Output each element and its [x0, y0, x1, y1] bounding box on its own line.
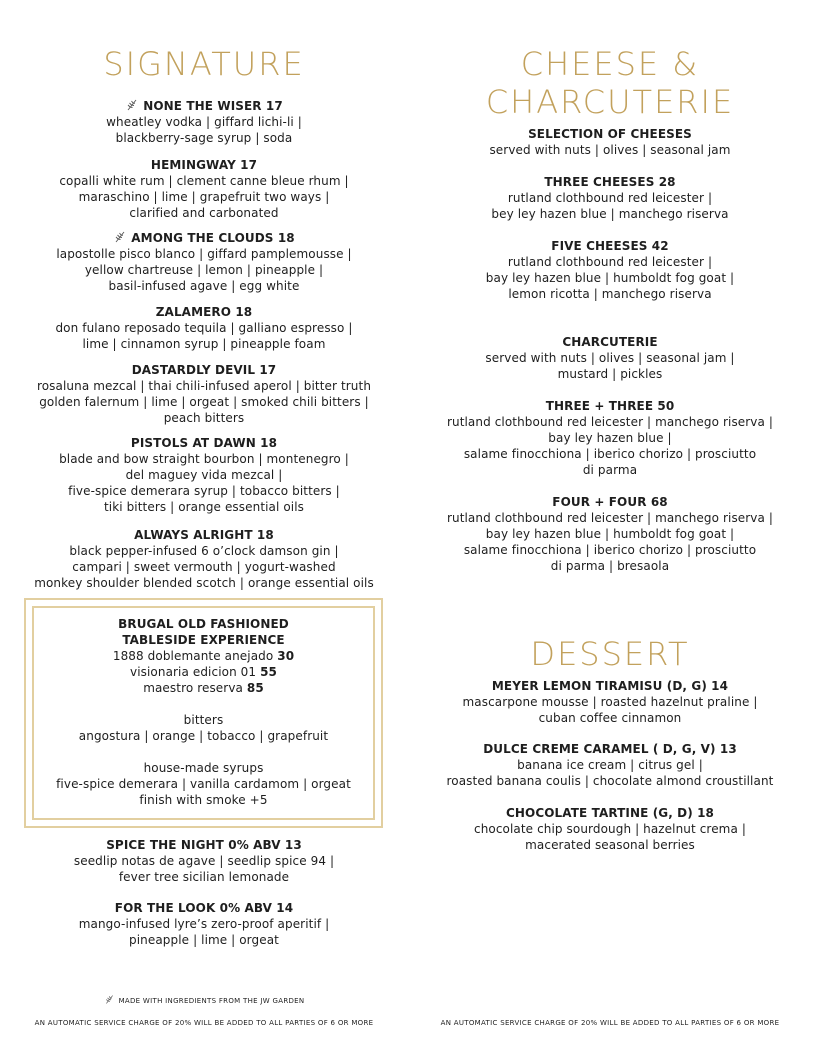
menu-item	[430, 805, 790, 853]
menu-item	[14, 837, 394, 885]
menu-item	[14, 362, 394, 426]
dessert-title: DESSERT	[530, 635, 690, 673]
menu-item	[14, 435, 394, 515]
service-charge-note-left: AN AUTOMATIC SERVICE CHARGE OF 20% WILL BE ADDED TO ALL PARTIES OF 6 OR MORE	[34, 1019, 374, 1027]
item-name: DASTARDLY DEVIL 17	[131, 363, 277, 377]
service-charge-note-right: AN AUTOMATIC SERVICE CHARGE OF 20% WILL BE ADDED TO ALL PARTIES OF 6 OR MORE	[440, 1019, 780, 1027]
item-name: PISTOLS AT DAWN 18	[130, 436, 278, 450]
item-description: black pepper-infused 6 o’clock damson gin | campari | sweet vermouth | yogurt-washed monkey shoulder blended scotch | orange essential oils	[34, 544, 374, 590]
item-description: blade and bow straight bourbon | montenegro | del maguey vida mezcal | five-spice demerara syrup | tobacco bitters | tiki bitters | orange essential oils	[59, 452, 349, 514]
smoke-option: finish with smoke +5	[139, 793, 268, 807]
price: 85	[246, 681, 264, 695]
item-name: ZALAMERO 18	[155, 305, 253, 319]
item-description: don fulano reposado tequila | galliano espresso | lime | cinnamon syrup | pineapple foam	[55, 321, 353, 351]
item-description: rutland clothbound red leicester | manchego riserva | bay ley hazen blue | humboldt fog goat | salame finocchiona | iberico chorizo | prosciutto di parma | bresaola	[446, 511, 774, 573]
cheese-title-line2: CHARCUTERIE	[485, 83, 735, 121]
menu-item	[430, 126, 790, 158]
item-name: THREE CHEESES 28	[544, 175, 676, 189]
menu-item	[430, 678, 790, 726]
menu-item	[430, 494, 790, 574]
bitters-list: angostura | orange | tobacco | grapefruit	[78, 729, 329, 743]
item-description: served with nuts | olives | seasonal jam	[489, 143, 731, 157]
leaf-icon	[104, 994, 115, 1005]
item-name: CHARCUTERIE	[562, 335, 658, 349]
item-name: MEYER LEMON TIRAMISU (D, G) 14	[491, 679, 729, 693]
item-description: copalli white rum | clement canne bleue rhum | maraschino | lime | grapefruit two ways | clarified and carbonated	[59, 174, 349, 220]
item-description: rutland clothbound red leicester | bey ley hazen blue | manchego riserva	[491, 191, 729, 221]
item-description: wheatley vodka | giffard lichi-li | blackberry-sage syrup | soda	[106, 115, 302, 145]
menu-item	[430, 398, 790, 478]
item-description: rutland clothbound red leicester | manchego riserva | bay ley hazen blue | salame finocchiona | iberico chorizo | prosciutto di parma	[446, 415, 774, 477]
menu-item	[14, 304, 394, 352]
garden-note: MADE WITH INGREDIENTS FROM THE JW GARDEN	[14, 994, 394, 1006]
brugal-feature-box	[24, 598, 383, 828]
price: 55	[260, 665, 277, 679]
item-name: AMONG THE CLOUDS 18	[14, 230, 394, 246]
leaf-icon	[125, 98, 139, 112]
brugal-subtitle: TABLESIDE EXPERIENCE	[122, 633, 285, 647]
item-description: chocolate chip sourdough | hazelnut crema | macerated seasonal berries	[474, 822, 746, 852]
item-description: rosaluna mezcal | thai chili-infused aperol | bitter truth golden falernum | lime | orgeat | smoked chili bitters | peach bitters	[36, 379, 372, 425]
menu-item	[14, 527, 394, 591]
item-description: rutland clothbound red leicester | bay ley hazen blue | humboldt fog goat | lemon ricotta | manchego riserva	[485, 255, 735, 301]
item-description: lapostolle pisco blanco | giffard pamplemousse | yellow chartreuse | lemon | pineapple | basil-infused agave | egg white	[56, 247, 352, 293]
item-description: mascarpone mousse | roasted hazelnut praline | cuban coffee cinnamon	[462, 695, 758, 725]
signature-title: SIGNATURE	[103, 45, 305, 83]
cheese-title-line1: CHEESE &	[520, 45, 700, 83]
leaf-icon	[113, 230, 127, 244]
brugal-option: maestro reserva 85	[143, 681, 264, 695]
brugal-title: BRUGAL OLD FASHIONED	[118, 617, 289, 631]
item-name: THREE + THREE 50	[545, 399, 675, 413]
item-name: FOUR + FOUR 68	[552, 495, 668, 509]
item-name: FIVE CHEESES 42	[551, 239, 669, 253]
item-description: seedlip notas de agave | seedlip spice 94 | fever tree sicilian lemonade	[73, 854, 335, 884]
item-name: HEMINGWAY 17	[150, 158, 258, 172]
menu-item	[430, 334, 790, 382]
menu-item	[430, 238, 790, 302]
brugal-option: visionaria edicion 01 55	[130, 665, 277, 679]
price: 30	[277, 649, 295, 663]
item-name: ALWAYS ALRIGHT 18	[134, 528, 274, 542]
menu-item	[14, 157, 394, 221]
item-name: FOR THE LOOK 0% ABV 14	[114, 901, 294, 915]
menu-item	[430, 741, 790, 789]
brugal-option: 1888 doblemante anejado 30	[112, 649, 295, 663]
menu-item	[14, 900, 394, 948]
menu-item	[430, 174, 790, 222]
item-name: NONE THE WISER 17	[14, 98, 394, 114]
menu-item	[14, 98, 394, 146]
item-description: mango-infused lyre’s zero-proof aperitif | pineapple | lime | orgeat	[78, 917, 330, 947]
item-description: served with nuts | olives | seasonal jam | mustard | pickles	[485, 351, 735, 381]
item-name: SELECTION OF CHEESES	[528, 127, 692, 141]
item-name: SPICE THE NIGHT 0% ABV 13	[106, 838, 302, 852]
syrups-label: house-made syrups	[143, 761, 264, 775]
brugal-content	[26, 616, 381, 808]
item-name: DULCE CREME CARAMEL ( D, G, V) 13	[483, 742, 737, 756]
menu-item	[14, 230, 394, 294]
syrups-list: five-spice demerara | vanilla cardamom | orgeat	[56, 777, 351, 791]
item-name: CHOCOLATE TARTINE (G, D) 18	[505, 806, 715, 820]
bitters-label: bitters	[183, 713, 224, 727]
item-description: banana ice cream | citrus gel | roasted banana coulis | chocolate almond croustillant	[446, 758, 774, 788]
